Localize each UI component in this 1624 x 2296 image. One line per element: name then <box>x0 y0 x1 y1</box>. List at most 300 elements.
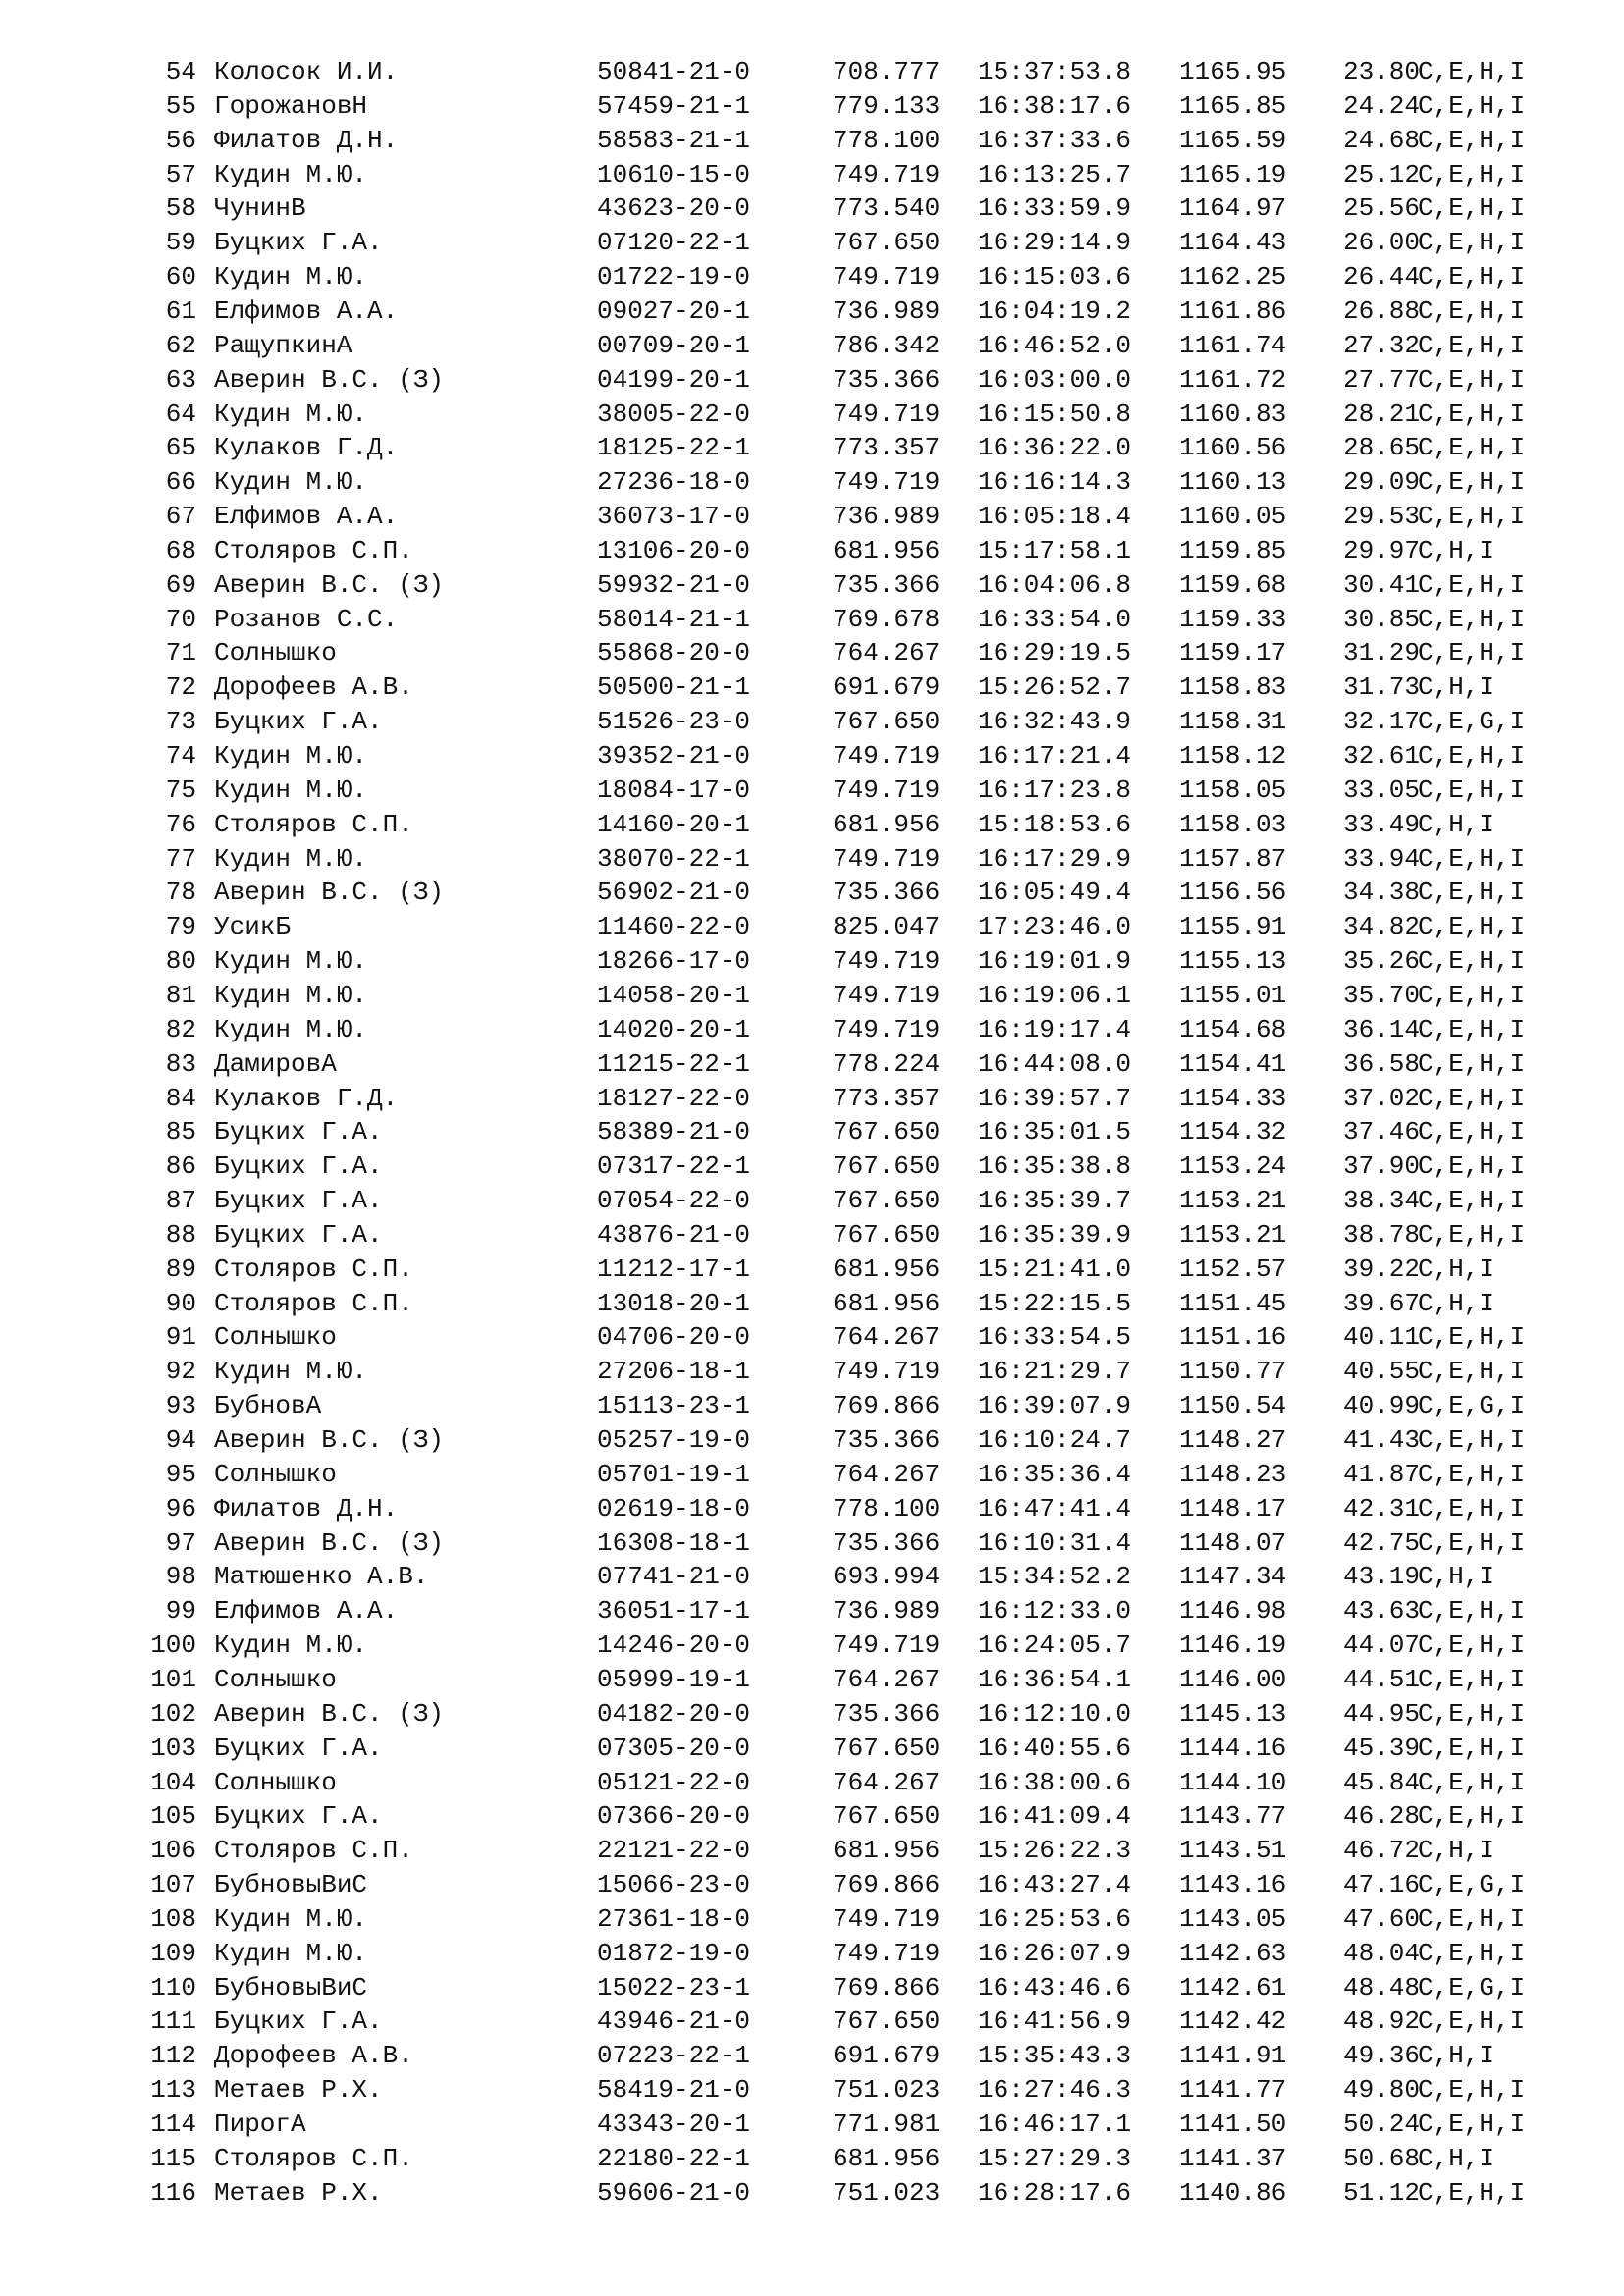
arrival-time: 16:10:24.7 <box>978 1425 1132 1455</box>
points-value: 50.24 <box>1343 2109 1421 2139</box>
ring-number: 18266-17-0 <box>597 946 751 977</box>
speed-value: 1158.05 <box>1179 774 1287 805</box>
distance-value: 749.719 <box>833 399 941 429</box>
place-number: 113 <box>150 2075 196 2106</box>
result-row <box>0 294 1624 329</box>
arrival-time: 16:46:52.0 <box>978 330 1132 360</box>
place-number: 63 <box>165 364 196 395</box>
arrival-time: 16:15:50.8 <box>978 399 1132 429</box>
fancier-name: Солнышко <box>214 1767 337 1797</box>
distance-value: 735.366 <box>833 1698 941 1729</box>
result-row <box>0 808 1624 842</box>
speed-value: 1155.01 <box>1179 980 1287 1010</box>
speed-value: 1160.13 <box>1179 467 1287 498</box>
fancier-name: Аверин В.С. (З) <box>214 878 445 908</box>
points-value: 32.17 <box>1343 707 1421 737</box>
arrival-time: 16:19:01.9 <box>978 946 1132 977</box>
arrival-time: 15:26:52.7 <box>978 672 1132 703</box>
speed-value: 1154.68 <box>1179 1014 1287 1044</box>
fancier-name: Солнышко <box>214 638 337 668</box>
result-row <box>0 1389 1624 1423</box>
ring-number: 43343-20-1 <box>597 2109 751 2139</box>
arrival-time: 16:39:57.7 <box>978 1083 1132 1113</box>
ring-number: 16308-18-1 <box>597 1527 751 1558</box>
flags-value: C,E,H,I <box>1418 57 1526 86</box>
arrival-time: 16:38:17.6 <box>978 90 1132 121</box>
distance-value: 735.366 <box>833 878 941 908</box>
ring-number: 05999-19-1 <box>597 1664 751 1694</box>
place-number: 80 <box>165 946 196 977</box>
arrival-time: 16:04:06.8 <box>978 569 1132 600</box>
speed-value: 1165.59 <box>1179 125 1287 155</box>
points-value: 34.82 <box>1343 912 1421 942</box>
result-row <box>0 705 1624 739</box>
fancier-name: Кудин М.Ю. <box>214 262 368 293</box>
arrival-time: 16:12:33.0 <box>978 1596 1132 1627</box>
speed-value: 1141.91 <box>1179 2041 1287 2071</box>
arrival-time: 16:19:06.1 <box>978 980 1132 1010</box>
place-number: 114 <box>150 2109 196 2139</box>
distance-value: 736.989 <box>833 295 941 326</box>
flags-value: C,H,I <box>1418 1562 1495 1592</box>
fancier-name: Буцких Г.А. <box>214 228 383 258</box>
fancier-name: Аверин В.С. (З) <box>214 1698 445 1729</box>
ring-number: 15066-23-0 <box>597 1870 751 1900</box>
ring-number: 11215-22-1 <box>597 1048 751 1079</box>
place-number: 83 <box>165 1048 196 1079</box>
speed-value: 1147.34 <box>1179 1562 1287 1592</box>
distance-value: 778.100 <box>833 1493 941 1523</box>
arrival-time: 16:43:27.4 <box>978 1870 1132 1900</box>
arrival-time: 16:21:29.7 <box>978 1357 1132 1387</box>
ring-number: 01722-19-0 <box>597 262 751 293</box>
place-number: 70 <box>165 604 196 634</box>
result-row <box>0 1082 1624 1116</box>
speed-value: 1158.12 <box>1179 741 1287 771</box>
distance-value: 767.650 <box>833 1151 941 1182</box>
arrival-time: 16:32:43.9 <box>978 707 1132 737</box>
distance-value: 769.678 <box>833 604 941 634</box>
distance-value: 681.956 <box>833 535 941 565</box>
points-value: 48.48 <box>1343 1972 1421 2002</box>
place-number: 78 <box>165 878 196 908</box>
result-row <box>0 876 1624 910</box>
points-value: 31.73 <box>1343 672 1421 703</box>
speed-value: 1151.16 <box>1179 1322 1287 1353</box>
speed-value: 1146.00 <box>1179 1664 1287 1694</box>
flags-value: C,E,H,I <box>1418 467 1526 498</box>
flags-value: C,H,I <box>1418 672 1495 703</box>
place-number: 88 <box>165 1219 196 1250</box>
fancier-name: Столяров С.П. <box>214 535 413 565</box>
speed-value: 1148.27 <box>1179 1425 1287 1455</box>
place-number: 67 <box>165 502 196 532</box>
place-number: 107 <box>150 1870 196 1900</box>
flags-value: C,E,H,I <box>1418 399 1526 429</box>
fancier-name: Кулаков Г.Д. <box>214 1083 399 1113</box>
points-value: 33.49 <box>1343 809 1421 839</box>
speed-value: 1150.77 <box>1179 1357 1287 1387</box>
ring-number: 58389-21-0 <box>597 1117 751 1148</box>
place-number: 74 <box>165 741 196 771</box>
arrival-time: 16:35:39.9 <box>978 1219 1132 1250</box>
fancier-name: Аверин В.С. (З) <box>214 1527 445 1558</box>
fancier-name: Буцких Г.А. <box>214 1801 383 1832</box>
place-number: 58 <box>165 193 196 224</box>
arrival-time: 16:16:14.3 <box>978 467 1132 498</box>
speed-value: 1141.77 <box>1179 2075 1287 2106</box>
flags-value: C,E,H,I <box>1418 1357 1526 1387</box>
arrival-time: 16:33:54.5 <box>978 1322 1132 1353</box>
points-value: 50.68 <box>1343 2143 1421 2173</box>
fancier-name: Буцких Г.А. <box>214 1733 383 1763</box>
flags-value: C,E,H,I <box>1418 193 1526 224</box>
result-row <box>0 1458 1624 1492</box>
distance-value: 708.777 <box>833 57 941 86</box>
place-number: 87 <box>165 1186 196 1216</box>
result-row <box>0 636 1624 670</box>
points-value: 47.16 <box>1343 1870 1421 1900</box>
fancier-name: УсикБ <box>214 912 292 942</box>
distance-value: 764.267 <box>833 1322 941 1353</box>
speed-value: 1154.32 <box>1179 1117 1287 1148</box>
speed-value: 1162.25 <box>1179 262 1287 293</box>
ring-number: 04199-20-1 <box>597 364 751 395</box>
fancier-name: БубновА <box>214 1391 322 1421</box>
place-number: 54 <box>165 57 196 86</box>
fancier-name: Солнышко <box>214 1664 337 1694</box>
ring-number: 02619-18-0 <box>597 1493 751 1523</box>
distance-value: 751.023 <box>833 2075 941 2106</box>
flags-value: C,E,H,I <box>1418 1459 1526 1489</box>
fancier-name: Филатов Д.Н. <box>214 125 399 155</box>
distance-value: 779.133 <box>833 90 941 121</box>
speed-value: 1159.33 <box>1179 604 1287 634</box>
points-value: 43.19 <box>1343 1562 1421 1592</box>
points-value: 34.38 <box>1343 878 1421 908</box>
fancier-name: Елфимов А.А. <box>214 502 399 532</box>
result-row <box>0 1287 1624 1321</box>
place-number: 57 <box>165 159 196 189</box>
arrival-time: 16:33:59.9 <box>978 193 1132 224</box>
fancier-name: РащупкинА <box>214 330 352 360</box>
ring-number: 09027-20-1 <box>597 295 751 326</box>
points-value: 31.29 <box>1343 638 1421 668</box>
ring-number: 05701-19-1 <box>597 1459 751 1489</box>
distance-value: 764.267 <box>833 1459 941 1489</box>
flags-value: C,E,H,I <box>1418 1596 1526 1627</box>
fancier-name: Буцких Г.А. <box>214 1117 383 1148</box>
points-value: 27.32 <box>1343 330 1421 360</box>
fancier-name: Столяров С.П. <box>214 809 413 839</box>
flags-value: C,E,H,I <box>1418 262 1526 293</box>
result-row <box>0 1320 1624 1355</box>
points-value: 42.31 <box>1343 1493 1421 1523</box>
fancier-name: Дорофеев А.В. <box>214 672 413 703</box>
ring-number: 58583-21-1 <box>597 125 751 155</box>
arrival-time: 16:29:19.5 <box>978 638 1132 668</box>
result-row <box>0 2142 1624 2176</box>
fancier-name: Елфимов А.А. <box>214 295 399 326</box>
ring-number: 50841-21-0 <box>597 57 751 86</box>
distance-value: 735.366 <box>833 1527 941 1558</box>
speed-value: 1140.86 <box>1179 2177 1287 2208</box>
distance-value: 681.956 <box>833 1836 941 1866</box>
ring-number: 07305-20-0 <box>597 1733 751 1763</box>
distance-value: 749.719 <box>833 467 941 498</box>
points-value: 45.39 <box>1343 1733 1421 1763</box>
points-value: 37.90 <box>1343 1151 1421 1182</box>
flags-value: C,H,I <box>1418 1288 1495 1318</box>
arrival-time: 16:40:55.6 <box>978 1733 1132 1763</box>
points-value: 47.60 <box>1343 1903 1421 1934</box>
flags-value: C,E,G,I <box>1418 1972 1526 2002</box>
result-row <box>0 1184 1624 1218</box>
ring-number: 59932-21-0 <box>597 569 751 600</box>
flags-value: C,E,H,I <box>1418 330 1526 360</box>
arrival-time: 15:34:52.2 <box>978 1562 1132 1592</box>
arrival-time: 16:36:22.0 <box>978 433 1132 463</box>
speed-value: 1165.85 <box>1179 90 1287 121</box>
points-value: 36.14 <box>1343 1014 1421 1044</box>
speed-value: 1143.05 <box>1179 1903 1287 1934</box>
ring-number: 18084-17-0 <box>597 774 751 805</box>
flags-value: C,E,G,I <box>1418 1870 1526 1900</box>
flags-value: C,H,I <box>1418 535 1495 565</box>
place-number: 115 <box>150 2143 196 2173</box>
result-row <box>0 1629 1624 1663</box>
place-number: 112 <box>150 2041 196 2071</box>
points-value: 30.85 <box>1343 604 1421 634</box>
flags-value: C,E,H,I <box>1418 604 1526 634</box>
fancier-name: Кудин М.Ю. <box>214 159 368 189</box>
ring-number: 43946-21-0 <box>597 2006 751 2037</box>
flags-value: C,E,H,I <box>1418 2006 1526 2037</box>
fancier-name: Солнышко <box>214 1322 337 1353</box>
flags-value: C,H,I <box>1418 809 1495 839</box>
ring-number: 43876-21-0 <box>597 1219 751 1250</box>
fancier-name: Буцких Г.А. <box>214 1219 383 1250</box>
speed-value: 1159.85 <box>1179 535 1287 565</box>
speed-value: 1144.16 <box>1179 1733 1287 1763</box>
arrival-time: 16:28:17.6 <box>978 2177 1132 2208</box>
points-value: 28.21 <box>1343 399 1421 429</box>
distance-value: 681.956 <box>833 809 941 839</box>
result-row <box>0 603 1624 637</box>
flags-value: C,E,H,I <box>1418 1048 1526 1079</box>
distance-value: 764.267 <box>833 638 941 668</box>
result-row <box>0 1423 1624 1458</box>
speed-value: 1143.77 <box>1179 1801 1287 1832</box>
speed-value: 1141.50 <box>1179 2109 1287 2139</box>
points-value: 48.04 <box>1343 1938 1421 1968</box>
place-number: 68 <box>165 535 196 565</box>
distance-value: 778.224 <box>833 1048 941 1079</box>
arrival-time: 16:13:25.7 <box>978 159 1132 189</box>
result-row <box>0 329 1624 363</box>
speed-value: 1148.23 <box>1179 1459 1287 1489</box>
distance-value: 751.023 <box>833 2177 941 2208</box>
arrival-time: 16:05:18.4 <box>978 502 1132 532</box>
distance-value: 767.650 <box>833 1186 941 1216</box>
flags-value: C,H,I <box>1418 1254 1495 1284</box>
speed-value: 1158.83 <box>1179 672 1287 703</box>
fancier-name: Филатов Д.Н. <box>214 1493 399 1523</box>
speed-value: 1157.87 <box>1179 843 1287 874</box>
ring-number: 10610-15-0 <box>597 159 751 189</box>
distance-value: 691.679 <box>833 672 941 703</box>
fancier-name: Столяров С.П. <box>214 1254 413 1284</box>
place-number: 71 <box>165 638 196 668</box>
flags-value: C,E,H,I <box>1418 946 1526 977</box>
ring-number: 22121-22-0 <box>597 1836 751 1866</box>
points-value: 35.70 <box>1343 980 1421 1010</box>
flags-value: C,E,H,I <box>1418 90 1526 121</box>
arrival-time: 16:43:46.6 <box>978 1972 1132 2002</box>
ring-number: 07054-22-0 <box>597 1186 751 1216</box>
points-value: 33.94 <box>1343 843 1421 874</box>
arrival-time: 16:10:31.4 <box>978 1527 1132 1558</box>
points-value: 44.07 <box>1343 1630 1421 1661</box>
flags-value: C,E,G,I <box>1418 1391 1526 1421</box>
arrival-time: 16:05:49.4 <box>978 878 1132 908</box>
result-row <box>0 1834 1624 1868</box>
place-number: 55 <box>165 90 196 121</box>
distance-value: 773.540 <box>833 193 941 224</box>
distance-value: 767.650 <box>833 2006 941 2037</box>
flags-value: C,E,H,I <box>1418 912 1526 942</box>
points-value: 44.95 <box>1343 1698 1421 1729</box>
place-number: 62 <box>165 330 196 360</box>
place-number: 92 <box>165 1357 196 1387</box>
distance-value: 749.719 <box>833 1938 941 1968</box>
ring-number: 04182-20-0 <box>597 1698 751 1729</box>
ring-number: 04706-20-0 <box>597 1322 751 1353</box>
speed-value: 1142.63 <box>1179 1938 1287 1968</box>
result-row <box>0 1218 1624 1253</box>
distance-value: 749.719 <box>833 1903 941 1934</box>
distance-value: 735.366 <box>833 569 941 600</box>
ring-number: 38005-22-0 <box>597 399 751 429</box>
speed-value: 1158.31 <box>1179 707 1287 737</box>
result-row <box>0 89 1624 124</box>
distance-value: 769.866 <box>833 1391 941 1421</box>
result-row <box>0 1013 1624 1047</box>
place-number: 86 <box>165 1151 196 1182</box>
place-number: 91 <box>165 1322 196 1353</box>
place-number: 65 <box>165 433 196 463</box>
speed-value: 1146.98 <box>1179 1596 1287 1627</box>
arrival-time: 15:17:58.1 <box>978 535 1132 565</box>
flags-value: C,E,H,I <box>1418 1083 1526 1113</box>
ring-number: 11212-17-1 <box>597 1254 751 1284</box>
result-row <box>0 910 1624 944</box>
place-number: 75 <box>165 774 196 805</box>
fancier-name: Метаев Р.Х. <box>214 2075 383 2106</box>
points-value: 42.75 <box>1343 1527 1421 1558</box>
arrival-time: 16:29:14.9 <box>978 228 1132 258</box>
flags-value: C,E,H,I <box>1418 1493 1526 1523</box>
distance-value: 749.719 <box>833 1014 941 1044</box>
flags-value: C,H,I <box>1418 1836 1495 1866</box>
fancier-name: ДамировА <box>214 1048 337 1079</box>
points-value: 29.97 <box>1343 535 1421 565</box>
place-number: 79 <box>165 912 196 942</box>
place-number: 82 <box>165 1014 196 1044</box>
ring-number: 13018-20-1 <box>597 1288 751 1318</box>
flags-value: C,E,H,I <box>1418 159 1526 189</box>
ring-number: 14246-20-0 <box>597 1630 751 1661</box>
ring-number: 14160-20-1 <box>597 809 751 839</box>
result-row <box>0 2073 1624 2108</box>
ring-number: 27236-18-0 <box>597 467 751 498</box>
result-row <box>0 1594 1624 1629</box>
distance-value: 767.650 <box>833 707 941 737</box>
flags-value: C,E,H,I <box>1418 741 1526 771</box>
place-number: 105 <box>150 1801 196 1832</box>
ring-number: 27361-18-0 <box>597 1903 751 1934</box>
speed-value: 1141.37 <box>1179 2143 1287 2173</box>
ring-number: 07741-21-0 <box>597 1562 751 1592</box>
ring-number: 14058-20-1 <box>597 980 751 1010</box>
place-number: 81 <box>165 980 196 1010</box>
arrival-time: 16:37:33.6 <box>978 125 1132 155</box>
place-number: 89 <box>165 1254 196 1284</box>
result-row <box>0 1526 1624 1561</box>
fancier-name: Кудин М.Ю. <box>214 399 368 429</box>
flags-value: C,E,H,I <box>1418 1151 1526 1182</box>
place-number: 73 <box>165 707 196 737</box>
arrival-time: 15:22:15.5 <box>978 1288 1132 1318</box>
points-value: 24.24 <box>1343 90 1421 121</box>
fancier-name: БубновыВиС <box>214 1870 368 1900</box>
points-value: 26.00 <box>1343 228 1421 258</box>
result-row <box>0 1115 1624 1149</box>
result-row <box>0 842 1624 877</box>
result-row <box>0 1253 1624 1287</box>
flags-value: C,E,H,I <box>1418 1938 1526 1968</box>
fancier-name: Колосок И.И. <box>214 57 399 86</box>
result-row <box>0 226 1624 260</box>
fancier-name: ГорожановН <box>214 90 368 121</box>
arrival-time: 15:37:53.8 <box>978 57 1132 86</box>
arrival-time: 16:17:23.8 <box>978 774 1132 805</box>
distance-value: 767.650 <box>833 228 941 258</box>
speed-value: 1146.19 <box>1179 1630 1287 1661</box>
distance-value: 736.989 <box>833 1596 941 1627</box>
distance-value: 764.267 <box>833 1664 941 1694</box>
ring-number: 36073-17-0 <box>597 502 751 532</box>
ring-number: 56902-21-0 <box>597 878 751 908</box>
speed-value: 1154.33 <box>1179 1083 1287 1113</box>
arrival-time: 15:26:22.3 <box>978 1836 1132 1866</box>
points-value: 38.78 <box>1343 1219 1421 1250</box>
ring-number: 07366-20-0 <box>597 1801 751 1832</box>
distance-value: 767.650 <box>833 1801 941 1832</box>
arrival-time: 16:35:01.5 <box>978 1117 1132 1148</box>
distance-value: 681.956 <box>833 1288 941 1318</box>
fancier-name: Кудин М.Ю. <box>214 843 368 874</box>
flags-value: C,E,H,I <box>1418 843 1526 874</box>
distance-value: 681.956 <box>833 1254 941 1284</box>
place-number: 69 <box>165 569 196 600</box>
points-value: 49.36 <box>1343 2041 1421 2071</box>
flags-value: C,E,H,I <box>1418 2109 1526 2139</box>
place-number: 93 <box>165 1391 196 1421</box>
fancier-name: Столяров С.П. <box>214 1836 413 1866</box>
result-row <box>0 739 1624 774</box>
result-row <box>0 1149 1624 1184</box>
